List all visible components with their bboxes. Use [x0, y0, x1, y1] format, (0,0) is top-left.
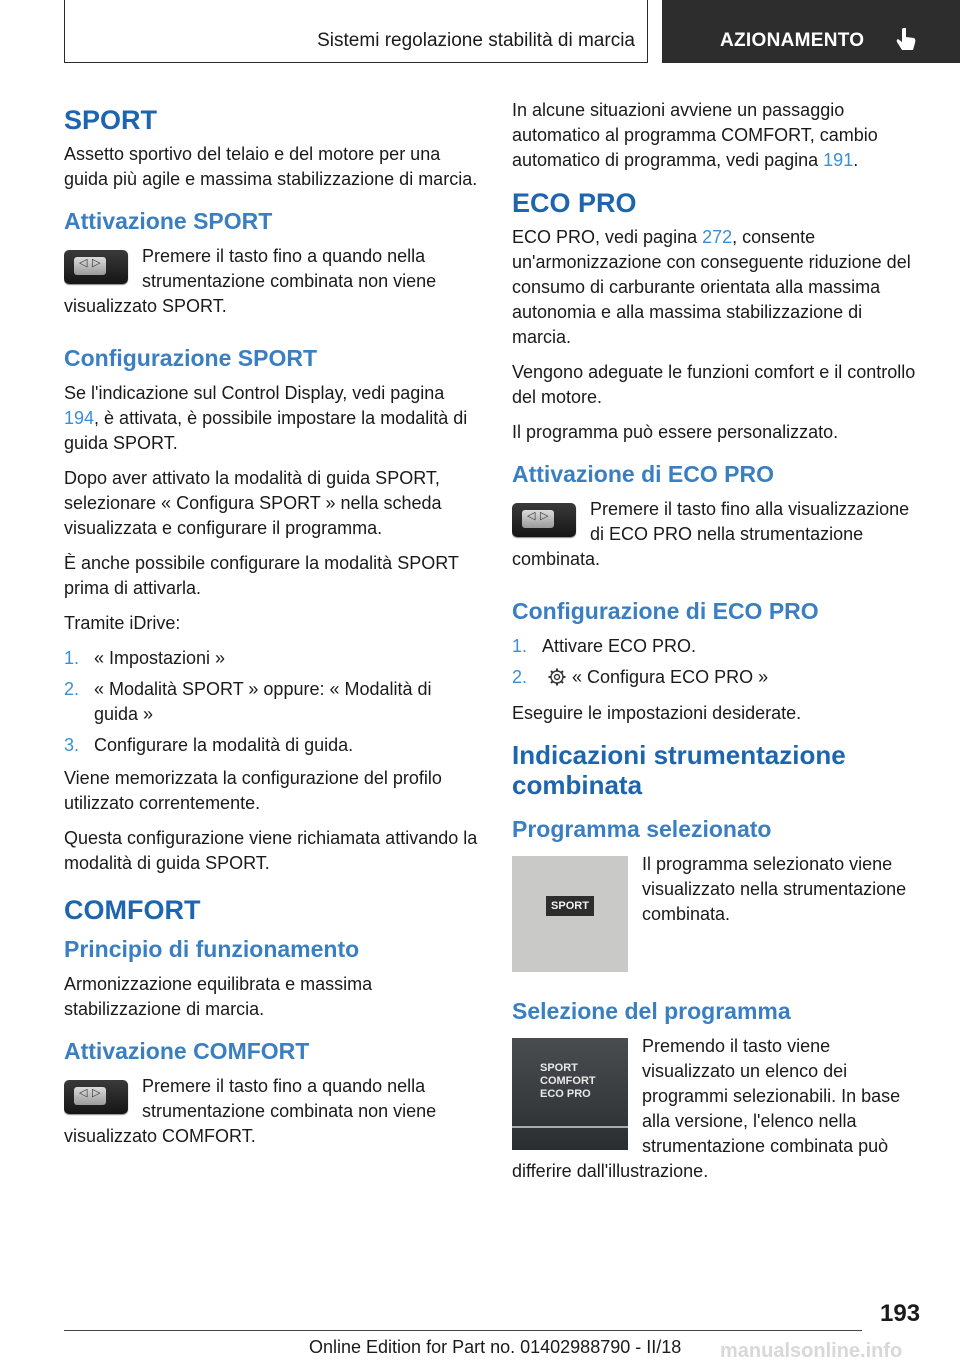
principle-heading: Principio di funzionamento [64, 936, 360, 962]
eco-pro-p1-text-end: , consente un'armonizzazione con conseguente riduzione del consumo di carburante orientata alla massima autonomia e alla massima stabilizzazione di marcia. [512, 227, 911, 347]
step-number: 2. [64, 679, 80, 699]
program-selection-heading: Selezione del programma [512, 998, 791, 1024]
left-column [64, 98, 478, 1159]
selected-program-text: Il programma selezionato viene visualizzato nella strumentazione combinata. [642, 854, 907, 924]
step-number: 3. [64, 735, 80, 755]
configure-sport-p5: Viene memorizzata la configurazione del profilo utilizzato correntemente. [64, 768, 442, 813]
eco-pro-heading: ECO PRO [512, 188, 637, 218]
activate-sport-block [64, 244, 478, 329]
page-link-191[interactable]: 191 [823, 150, 854, 170]
idrive-steps [64, 646, 478, 758]
step-number: 1. [64, 648, 80, 668]
drive-mode-button-icon: ◁ ▷ [64, 250, 128, 284]
eco-pro-p4: Eseguire le impostazioni desiderate. [512, 703, 802, 723]
eco-pro-p1 [512, 225, 926, 350]
step-text: Configurare la modalità di guida. [94, 735, 354, 755]
comfort-intro-end: . [853, 150, 859, 170]
gear-icon [548, 668, 566, 693]
activate-eco-heading: Attivazione di ECO PRO [512, 461, 774, 487]
activate-sport-text: Premere il tasto fino a quando nella strumentazione combinata non viene visualizzato SPORT. [64, 246, 437, 316]
activate-sport-heading: Attivazione SPORT [64, 208, 273, 234]
cluster-divider [512, 1126, 628, 1128]
drive-mode-button-icon: ◁ ▷ [512, 503, 576, 537]
configure-sport-p6: Questa configurazione viene richiamata attivando la modalità di guida SPORT. [64, 828, 478, 873]
header-frame [64, 0, 648, 63]
list-item [64, 677, 478, 727]
list-item [64, 646, 478, 671]
program-list-item: ECO PRO [540, 1088, 591, 1100]
right-column [512, 98, 926, 1194]
cluster-program-list-image [512, 1038, 628, 1150]
configure-sport-p1 [64, 381, 478, 456]
list-item [512, 634, 926, 659]
configure-sport-p4: Tramite iDrive: [64, 613, 181, 633]
page-link-194[interactable]: 194 [64, 408, 95, 428]
program-list-item: COMFORT [540, 1075, 596, 1087]
step-number: 1. [512, 636, 528, 656]
eco-steps [512, 634, 926, 693]
selected-program-heading: Programma selezionato [512, 816, 772, 842]
configure-sport-p3: È anche possibile configurare la modalità SPORT prima di attivarla. [64, 553, 459, 598]
configure-sport-p1-text-end: , è attivata, è possibile impostare la modalità di guida SPORT. [64, 408, 468, 453]
program-selection-text: Premendo il tasto viene visualizzato un elenco dei programmi selezionabili. In base alla versione, l'elenco nella strumentazione combinata può differire dall'illustrazione. [512, 1036, 901, 1181]
step-text: « Modalità SPORT » oppure: « Modalità di guida » [94, 679, 432, 724]
section-title: Sistemi regolazione stabilità di marcia [317, 30, 635, 51]
activate-comfort-heading: Attivazione COMFORT [64, 1038, 310, 1064]
watermark: manualsonline.info [720, 1340, 903, 1362]
principle-text: Armonizzazione equilibrata e massima stabilizzazione di marcia. [64, 974, 373, 1019]
program-list-item: SPORT [540, 1062, 578, 1074]
hand-pointer-icon [894, 26, 918, 57]
activate-eco-text: Premere il tasto fino alla visualizzazione di ECO PRO nella strumentazione combinata. [512, 499, 910, 569]
eco-pro-p3: Il programma può essere personalizzato. [512, 422, 839, 442]
step-text: Attivare ECO PRO. [542, 636, 697, 656]
comfort-heading: COMFORT [64, 895, 201, 925]
list-item [64, 733, 478, 758]
step-number: 2. [512, 667, 528, 687]
eco-pro-p2: Vengono adeguate le funzioni comfort e il controllo del motore. [512, 362, 916, 407]
page-number: 193 [880, 1300, 921, 1327]
eco-pro-p1-text: ECO PRO, vedi pagina [512, 227, 703, 247]
chapter-tab [662, 0, 960, 63]
selected-program-block [512, 852, 926, 978]
list-item [512, 665, 926, 693]
chapter-tab-label: AZIONAMENTO [720, 30, 865, 51]
cluster-sport-image [512, 856, 628, 972]
configure-sport-p1-text: Se l'indicazione sul Control Display, vedi pagina [64, 383, 445, 403]
step-text: « Impostazioni » [94, 648, 226, 668]
sport-heading: SPORT [64, 105, 158, 135]
activate-comfort-block [64, 1074, 478, 1159]
configure-eco-heading: Configurazione di ECO PRO [512, 598, 819, 624]
edition-text: Online Edition for Part no. 01402988790 - II/18 [309, 1337, 682, 1357]
page-link-272[interactable]: 272 [702, 227, 733, 247]
program-selection-block [512, 1034, 926, 1194]
step-text: « Configura ECO PRO » [572, 667, 769, 687]
configure-sport-heading: Configurazione SPORT [64, 345, 317, 371]
sport-description: Assetto sportivo del telaio e del motore per una guida più agile e massima stabilizzazione di marcia. [64, 144, 478, 189]
comfort-intro [512, 98, 926, 173]
cluster-indications-heading: Indicazioni strumentazione combinata [512, 740, 846, 800]
configure-sport-p2: Dopo aver attivato la modalità di guida SPORT, selezionare « Configura SPORT » nella scheda visualizzata e configurare il programma. [64, 468, 442, 538]
sport-badge: SPORT [546, 896, 594, 916]
drive-mode-button-icon: ◁ ▷ [64, 1080, 128, 1114]
comfort-intro-text: In alcune situazioni avviene un passaggio automatico al programma COMFORT, cambio automatico di programma, vedi pagina [512, 100, 878, 170]
activate-comfort-text: Premere il tasto fino a quando nella strumentazione combinata non viene visualizzato COMFORT. [64, 1076, 437, 1146]
activate-eco-block [512, 497, 926, 582]
footer-rule [64, 1330, 862, 1331]
program-list [540, 1062, 596, 1101]
